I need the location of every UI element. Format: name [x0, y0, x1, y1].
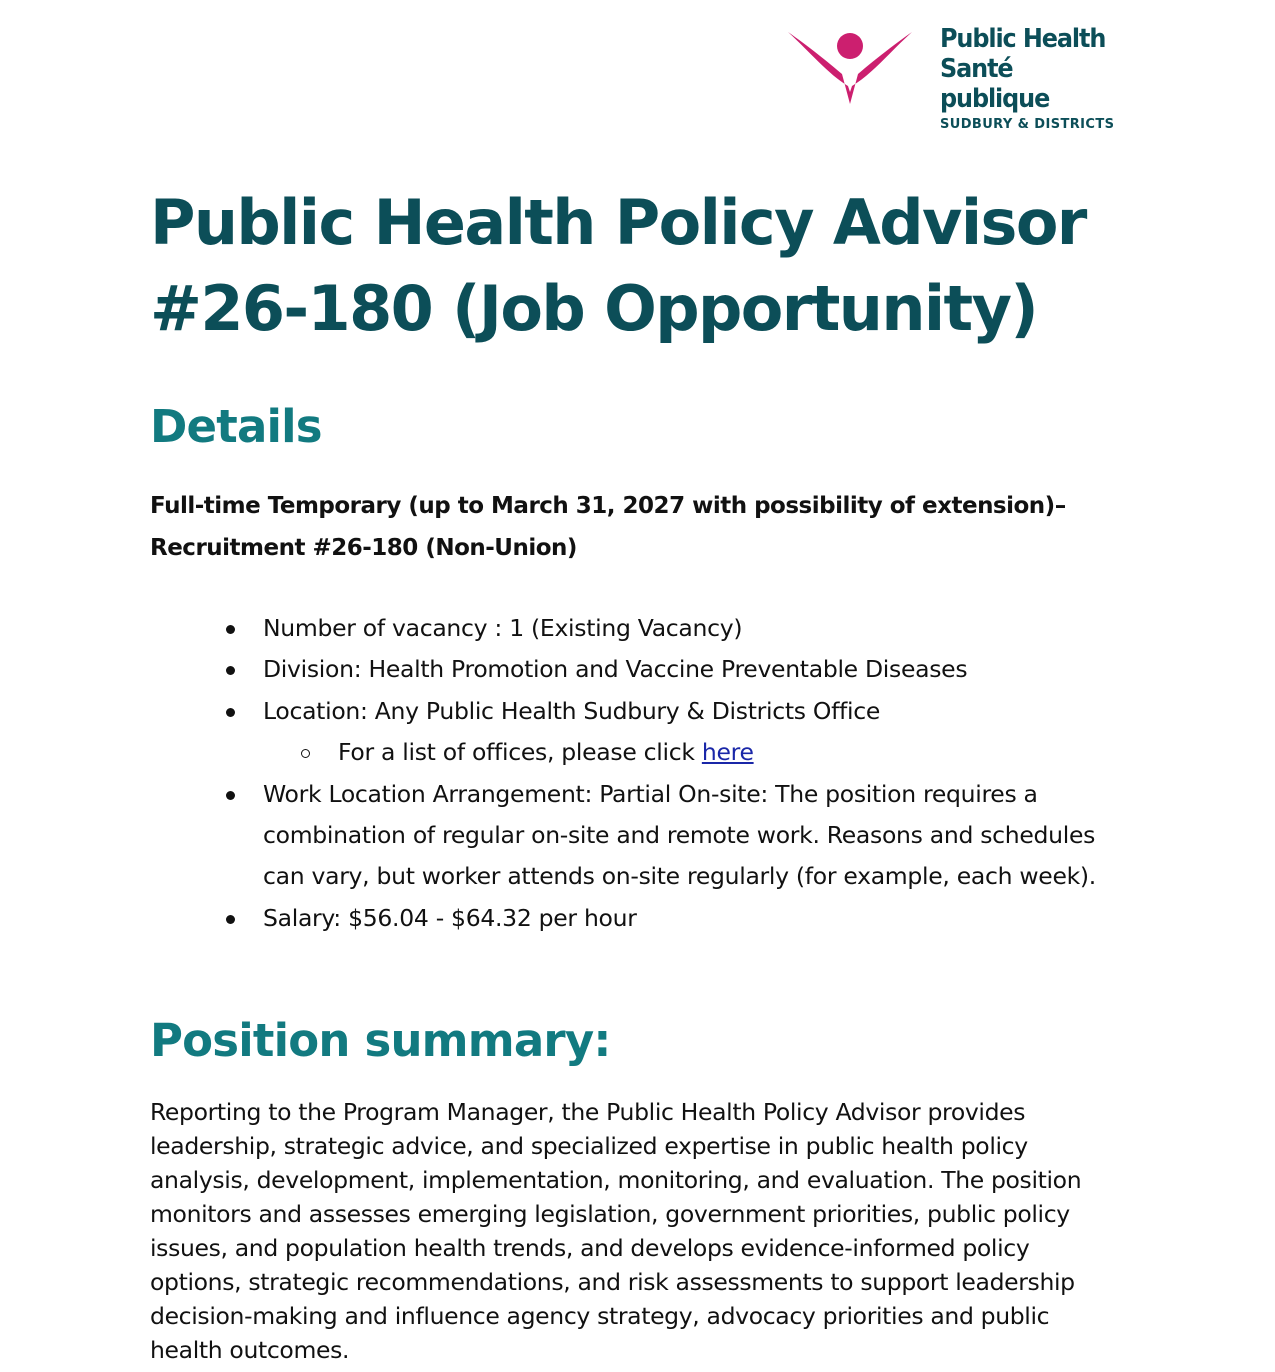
offices-link[interactable]: here [701, 738, 754, 767]
page-title-line1: Public Health Policy Advisor [150, 186, 1086, 259]
logo-text-region: SUDBURY & DISTRICTS [940, 117, 1115, 132]
list-item-text-line2: combination of regular on-site and remote work. Reasons and schedules [263, 821, 1096, 850]
list-item-location [0, 691, 1123, 732]
organization-logo [786, 24, 1126, 132]
summary-line: Reporting to the Program Manager, the Public Health Policy Advisor provides [150, 1098, 1026, 1126]
summary-line: decision-making and influence agency strategy, advocacy priorities and public [150, 1302, 1050, 1330]
summary-line: monitors and assesses emerging legislation, government priorities, public policy [150, 1200, 1070, 1228]
hollow-bullet-icon [301, 749, 310, 758]
bullet-icon [226, 791, 235, 800]
summary-line: leadership, strategic advice, and specialized expertise in public health policy [150, 1132, 1028, 1160]
summary-line: issues, and population health trends, and develops evidence-informed policy [150, 1234, 1030, 1262]
details-list [0, 608, 1275, 939]
list-item-text-line3: can vary, but worker attends on-site regularly (for example, each week). [263, 862, 1096, 891]
summary-line: health outcomes. [150, 1336, 350, 1364]
page-title-line2: #26-180 (Job Opportunity) [150, 272, 1038, 345]
list-item-text: Division: Health Promotion and Vaccine Preventable Diseases [263, 655, 968, 684]
person-figure-icon [786, 30, 914, 106]
page-title [150, 180, 1150, 352]
list-item-division [0, 649, 1123, 690]
list-item-text: Salary: $56.04 - $64.32 per hour [263, 903, 637, 932]
subtitle-line2: Recruitment #26-180 (Non-Union) [150, 535, 577, 561]
position-summary-paragraph [150, 1095, 1110, 1367]
subtitle-line1: Full-time Temporary (up to March 31, 2027 with possibility of extension)– [150, 493, 1066, 519]
list-item-text-line1: Work Location Arrangement: Partial On-site: The position requires a [263, 779, 1038, 808]
list-item-offices [0, 732, 1275, 773]
list-item-text: Location: Any Public Health Sudbury & Districts Office [263, 696, 881, 725]
position-summary-heading: Position summary: [150, 1014, 611, 1067]
bullet-icon [226, 625, 235, 634]
logo-text-english: Public Health [940, 24, 1106, 54]
logo-wordmark [940, 24, 1126, 133]
employment-type-subtitle [150, 485, 1150, 569]
bullet-icon [226, 915, 235, 924]
details-heading: Details [150, 400, 322, 453]
bullet-icon [226, 666, 235, 675]
list-item-text: Number of vacancy : 1 (Existing Vacancy) [263, 614, 743, 642]
list-item-vacancy [0, 608, 1123, 649]
bullet-icon [226, 708, 235, 717]
list-item-salary [0, 898, 1123, 939]
summary-line: options, strategic recommendations, and risk assessments to support leadership [150, 1268, 1075, 1296]
logo-text-french: Santé publique [940, 54, 1050, 114]
list-item-work-arrangement [0, 774, 1123, 898]
list-item-text: For a list of offices, please click [338, 738, 702, 767]
summary-line: analysis, development, implementation, monitoring, and evaluation. The position [150, 1166, 1082, 1194]
